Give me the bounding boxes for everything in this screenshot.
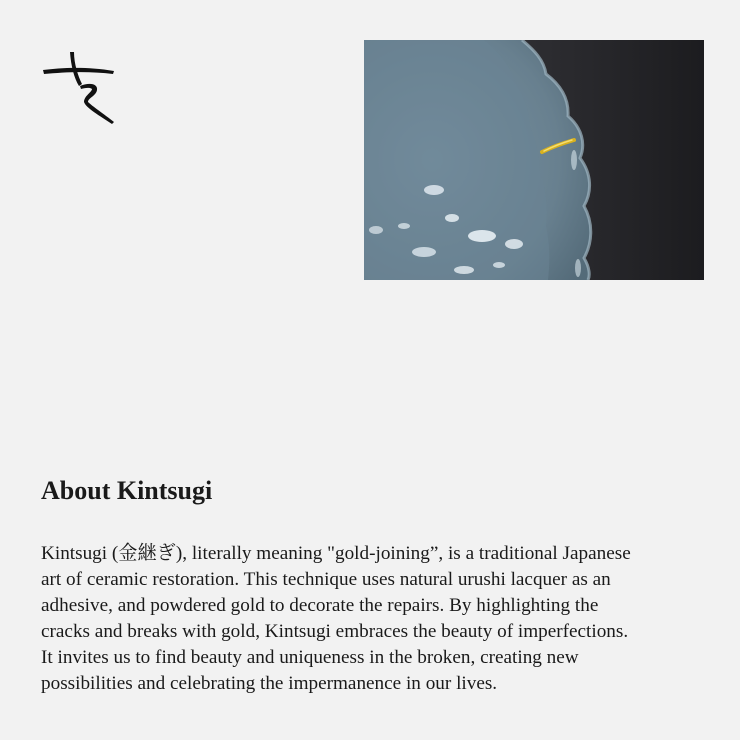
description-line: art of ceramic restoration. This technique uses natural urushi lacquer as an — [41, 569, 611, 590]
section-heading: About Kintsugi — [41, 476, 213, 505]
description-line: Kintsugi (金継ぎ), literally meaning "gold-joining”, is a traditional Japanese — [41, 543, 631, 564]
kintsugi-plate-photo — [364, 40, 704, 280]
description-line: possibilities and celebrating the impermanence in our lives. — [41, 673, 498, 694]
description-line: cracks and breaks with gold, Kintsugi embraces the beauty of imperfections. — [41, 621, 629, 642]
description-line: It invites us to find beauty and uniqueness in the broken, creating new — [41, 647, 579, 668]
description-paragraph — [41, 541, 711, 697]
description-line: adhesive, and powdered gold to decorate the repairs. By highlighting the — [41, 595, 599, 616]
brush-kanji-logo-icon — [40, 44, 120, 126]
